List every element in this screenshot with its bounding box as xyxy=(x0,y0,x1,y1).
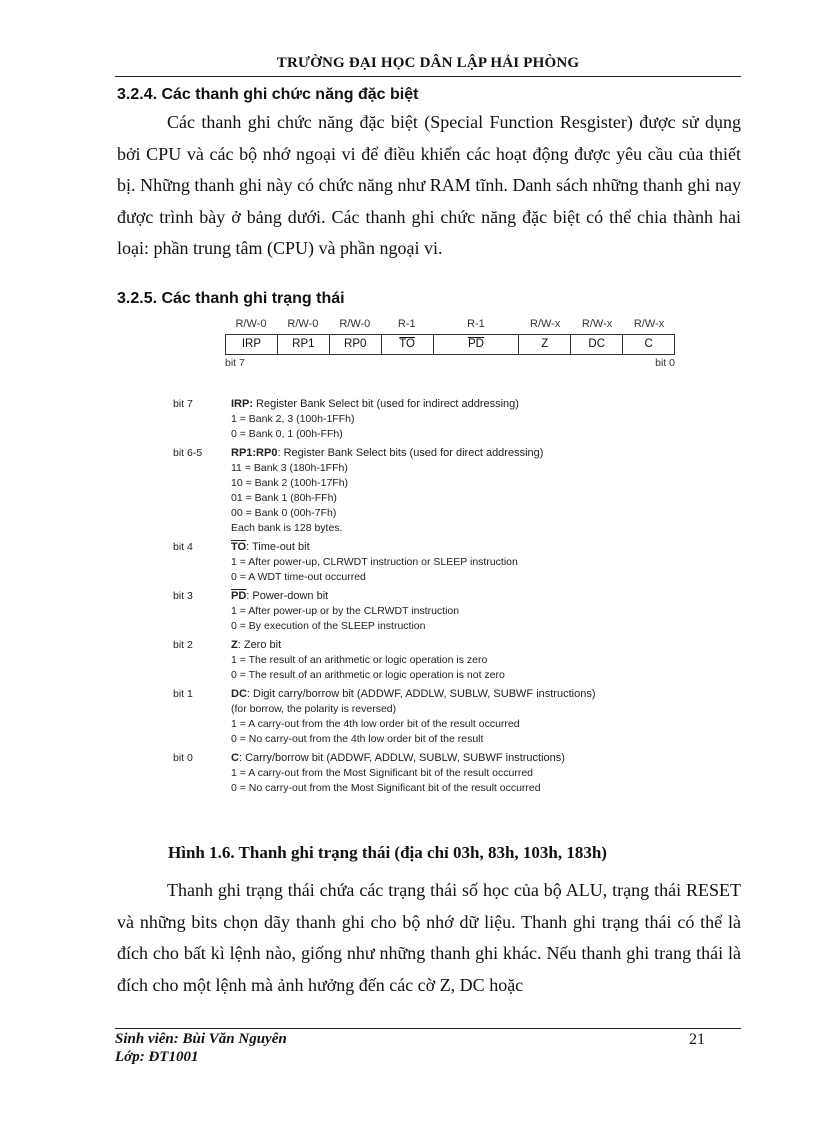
register-attr: R/W-x xyxy=(581,318,613,330)
bit-heading xyxy=(231,687,613,702)
bit-description xyxy=(173,540,613,585)
bit-detail-line: 0 = No carry-out from the 4th low order bit of the result xyxy=(231,733,484,745)
bit-summary: : Zero bit xyxy=(237,639,282,651)
bit-summary: : Register Bank Select bits (used for direct addressing) xyxy=(277,447,544,459)
register-attr: R-1 xyxy=(397,318,416,330)
bit-heading xyxy=(231,589,613,604)
bit-detail-line: 0 = A WDT time-out occurred xyxy=(231,571,366,583)
bit-label: bit 2 xyxy=(173,639,193,651)
bit-detail-line: 10 = Bank 2 (100h-17Fh) xyxy=(231,477,349,489)
bit-summary: Register Bank Select bit (used for indirect addressing) xyxy=(253,398,519,410)
register-cell-to: $\overline{TO}$ xyxy=(382,335,434,354)
section-title-325: 3.2.5. Các thanh ghi trạng thái xyxy=(117,290,345,307)
register-attr: R/W-x xyxy=(633,318,665,330)
bit-high-label: bit 7 xyxy=(225,357,245,369)
register-bit-range xyxy=(225,357,675,369)
register-attr: R/W-0 xyxy=(235,318,267,330)
bit-description xyxy=(173,397,613,442)
paragraph-text: Các thanh ghi chức năng đặc biệt (Special Function Resgister) được sử dụng bởi CPU và các bộ nhớ ngoại vi để điều khiển các hoạt động được yêu cầu của thiết bị. Những thanh ghi này có chức năng như RAM tĩnh. Danh sách những thanh ghi nay được trình bày ở bảng dưới. Các thanh ghi chức năng đặc biệt có thể chia thành hai loại: phần trung tâm (CPU) và phần ngoại vi. xyxy=(117,112,741,258)
bit-name: $\overline{TO}$ xyxy=(231,541,247,553)
register-attr: R/W-x xyxy=(530,318,561,330)
bit-detail-line: (for borrow, the polarity is reversed) xyxy=(231,703,397,715)
footer-student: Sinh viên: Bùi Văn Nguyên xyxy=(115,1031,287,1047)
header-rule xyxy=(115,76,741,77)
bit-name: Z xyxy=(231,639,238,651)
bit-name: IRP: xyxy=(231,398,253,410)
bit-detail-line: 0 = By execution of the SLEEP instruction xyxy=(231,620,426,632)
section-title-324: 3.2.4. Các thanh ghi chức năng đặc biệt xyxy=(117,86,419,103)
bit-detail-line: 0 = The result of an arithmetic or logic operation is not zero xyxy=(231,669,505,681)
bit-heading xyxy=(231,540,613,555)
bit-detail-line: 00 = Bank 0 (00h-7Fh) xyxy=(231,507,337,519)
register-attributes xyxy=(225,318,675,334)
bit-label: bit 1 xyxy=(173,688,193,700)
bit-label: bit 7 xyxy=(173,398,193,410)
bit-detail-line: 0 = No carry-out from the Most Significant bit of the result occurred xyxy=(231,782,541,794)
register-attr: R/W-0 xyxy=(339,318,371,330)
bit-summary: : Carry/borrow bit (ADDWF, ADDLW, SUBLW, SUBWF instructions) xyxy=(238,752,565,764)
bit-summary: : Time-out bit xyxy=(246,541,310,553)
register-attr: R-1 xyxy=(467,318,485,330)
register-cell-dc: DC xyxy=(571,335,623,354)
bit-detail-line: 1 = A carry-out from the Most Significant bit of the result occurred xyxy=(231,767,534,779)
bit-name: DC xyxy=(231,688,247,700)
bit-detail-line: 1 = The result of an arithmetic or logic operation is zero xyxy=(231,654,488,666)
paragraph-status-register xyxy=(117,875,741,1001)
footer-rule xyxy=(115,1028,741,1029)
register-cell-z: Z xyxy=(519,335,571,354)
bit-description xyxy=(173,589,613,634)
bit-label: bit 0 xyxy=(173,752,193,764)
footer-class: Lớp: ĐT1001 xyxy=(115,1049,199,1065)
register-cell-irp: IRP xyxy=(226,335,278,354)
register-attr: R/W-0 xyxy=(287,318,319,330)
bit-detail-line: Each bank is 128 bytes. xyxy=(231,522,343,534)
bit-label: bit 6-5 xyxy=(173,447,203,459)
bit-detail-line: 0 = Bank 0, 1 (00h-FFh) xyxy=(231,428,343,440)
bit-detail-line: 1 = A carry-out from the 4th low order bit of the result occurred xyxy=(231,718,520,730)
bit-low-label: bit 0 xyxy=(655,357,675,369)
bit-description xyxy=(173,446,613,536)
status-register-figure xyxy=(225,318,675,369)
register-cell-rp0: RP0 xyxy=(330,335,382,354)
bit-name: $\overline{PD}$ xyxy=(231,590,247,602)
bit-description xyxy=(173,751,613,796)
bit-name: RP1:RP0 xyxy=(231,447,278,459)
register-cells xyxy=(225,334,675,355)
bit-heading xyxy=(231,446,613,461)
register-cell-rp1: RP1 xyxy=(278,335,330,354)
page-number: 21 xyxy=(689,1031,705,1048)
bit-label: bit 4 xyxy=(173,541,193,553)
bit-heading xyxy=(231,397,613,412)
register-cell-c: C xyxy=(644,338,653,350)
bit-description xyxy=(173,638,613,683)
bit-summary: : Digit carry/borrow bit (ADDWF, ADDLW, SUBLW, SUBWF instructions) xyxy=(246,688,596,700)
bit-heading xyxy=(231,751,613,766)
bit-descriptions xyxy=(173,397,613,800)
figure-caption: Hình 1.6. Thanh ghi trạng thái (địa chỉ 03h, 83h, 103h, 183h) xyxy=(168,843,607,862)
paragraph-text: Thanh ghi trạng thái chứa các trạng thái số học của bộ ALU, trạng thái RESET và những bits chọn dãy thanh ghi cho bộ nhớ dữ liệu. Thanh ghi trạng thái có thể là đích cho bất kì lệnh nào, giống như những thanh ghi khác. Nếu thanh ghi trang thái là đích cho một lệnh mà ảnh hưởng đến các cờ Z, DC hoặc xyxy=(117,880,741,995)
bit-detail-line: 01 = Bank 1 (80h-FFh) xyxy=(231,492,337,504)
register-cell-pd: $\overline{PD}$ xyxy=(434,335,520,354)
page-header: TRƯỜNG ĐẠI HỌC DÂN LẬP HẢI PHÒNG xyxy=(276,55,580,71)
bit-heading xyxy=(231,638,613,653)
bit-detail-line: 11 = Bank 3 (180h-1FFh) xyxy=(231,462,348,474)
paragraph-special-registers xyxy=(117,107,741,265)
bit-label: bit 3 xyxy=(173,590,193,602)
bit-summary: : Power-down bit xyxy=(246,590,329,602)
bit-detail-line: 1 = After power-up or by the CLRWDT instruction xyxy=(231,605,460,617)
bit-name: C xyxy=(231,752,239,764)
bit-detail-line: 1 = After power-up, CLRWDT instruction or SLEEP instruction xyxy=(231,556,518,568)
bit-detail-line: 1 = Bank 2, 3 (100h-1FFh) xyxy=(231,413,355,425)
bit-description xyxy=(173,687,613,747)
